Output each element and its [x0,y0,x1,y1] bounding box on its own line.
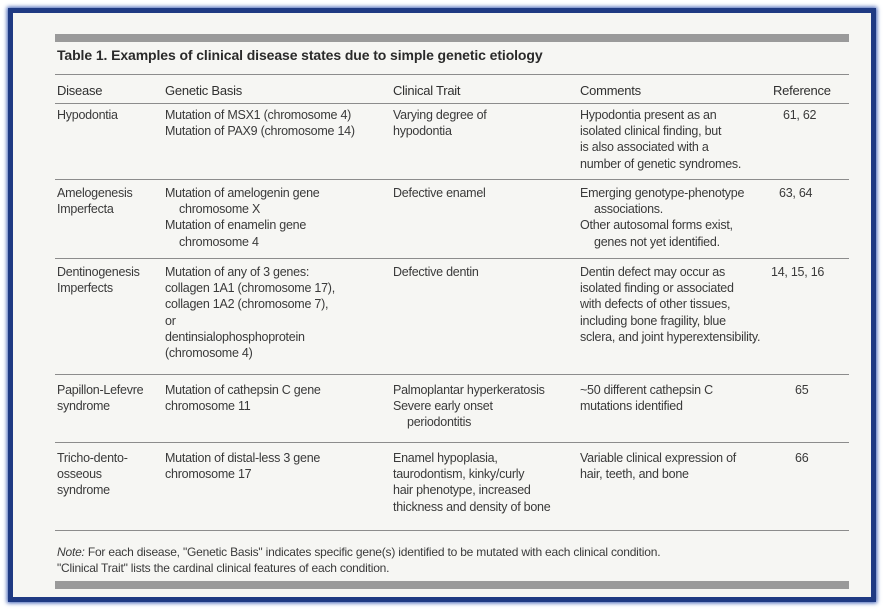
clinical-trait-cell: Enamel hypoplasia, taurodontism, kinky/curly hair phenotype, increased thickness and density of bone [393,451,551,514]
comments-cell: ~50 different cathepsin C mutations identified [580,383,713,414]
clinical-trait-cell: Defective dentin [393,265,479,279]
clinical-trait-cell: Palmoplantar hyperkeratosis Severe early onset periodontitis [393,383,545,430]
note-line-2: "Clinical Trait" lists the cardinal clinical features of each condition. [57,561,390,575]
header-comments: Comments [580,83,641,98]
reference-cell: 65 [795,383,809,397]
row-rule [55,374,849,375]
table-title: Table 1. Examples of clinical disease states due to simple genetic etiology [57,47,543,63]
comments-cell: Dentin defect may occur as isolated finding or associated with defects of other tissues, including bone fragility, blue sclera, and joint hyperextensibility. [580,265,761,344]
row-rule [55,442,849,443]
comments-cell: Hypodontia present as an isolated clinical finding, but is also associated with a number of genetic syndromes. [580,108,742,171]
note-rule [55,530,849,531]
disease-cell: Hypodontia [57,108,118,122]
genetic-basis-cell: Mutation of amelogenin gene chromosome X Mutation of enamelin gene chromosome 4 [165,186,320,249]
genetic-basis-cell: Mutation of distal-less 3 gene chromosome 17 [165,451,321,482]
clinical-trait-cell: Defective enamel [393,186,486,200]
comments-cell: Emerging genotype-phenotype associations. Other autosomal forms exist, genes not yet identified. [580,186,745,249]
disease-cell: Dentinogenesis Imperfects [57,265,140,296]
comments-cell: Variable clinical expression of hair, teeth, and bone [580,451,736,482]
title-rule [55,74,849,75]
header-disease: Disease [57,83,103,98]
header-genetic-basis: Genetic Basis [165,83,242,98]
header-rule [55,103,849,104]
reference-cell: 14, 15, 16 [771,265,825,279]
document-frame [8,8,876,602]
disease-cell: Tricho-dento- osseous syndrome [57,451,128,498]
row-rule [55,258,849,259]
disease-cell: Papillon-Lefevre syndrome [57,383,144,414]
clinical-trait-cell: Varying degree of hypodontia [393,108,487,139]
header-clinical-trait: Clinical Trait [393,83,461,98]
note-line-1: For each disease, "Genetic Basis" indicates specific gene(s) identified to be mutated with each clinical condition. [84,545,661,559]
genetic-basis-cell: Mutation of MSX1 (chromosome 4) Mutation of PAX9 (chromosome 14) [165,108,355,139]
genetic-basis-cell: Mutation of cathepsin C gene chromosome 11 [165,383,321,414]
table-note [57,544,660,576]
reference-cell: 63, 64 [779,186,813,200]
note-label: Note: [57,545,85,559]
bottom-bar [55,581,849,589]
reference-cell: 66 [795,451,809,465]
disease-cell: Amelogenesis Imperfecta [57,186,133,217]
reference-cell: 61, 62 [783,108,817,122]
top-bar [55,34,849,42]
header-reference: Reference [773,83,831,98]
row-rule [55,179,849,180]
genetic-basis-cell: Mutation of any of 3 genes: collagen 1A1 (chromosome 17), collagen 1A2 (chromosome 7), or dentinsialophosphoprotein (chromosome 4) [165,265,335,361]
